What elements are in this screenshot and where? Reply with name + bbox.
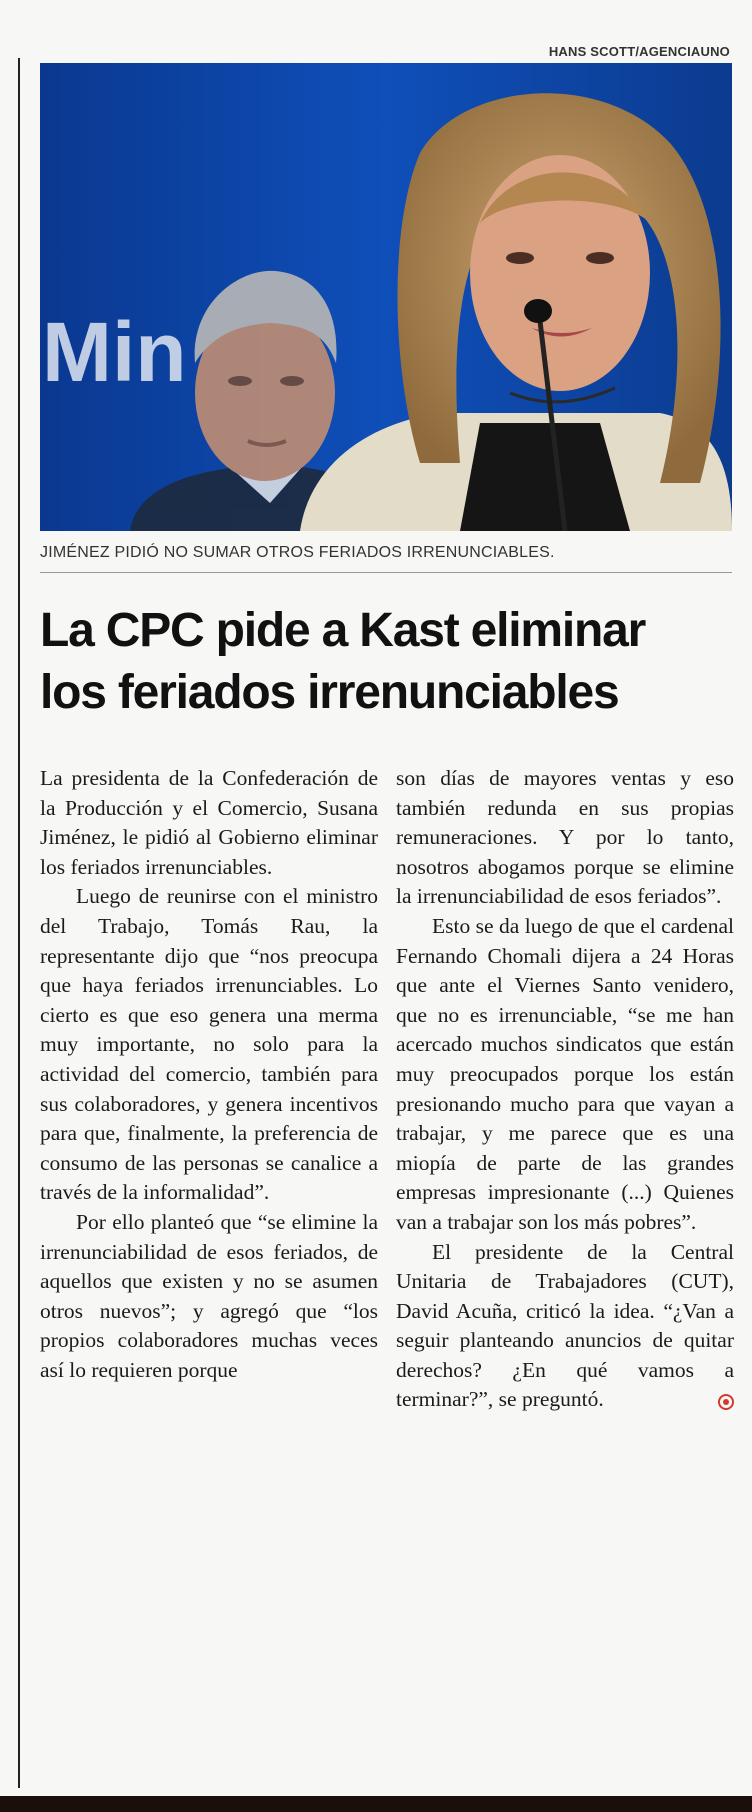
headline-line-2: los feriados irrenunciables — [40, 666, 619, 719]
column-rule — [18, 58, 20, 1788]
paragraph — [396, 1238, 734, 1416]
photo-caption: JIMÉNEZ PIDIÓ NO SUMAR OTROS FERIADOS IRRENUNCIABLES. — [40, 544, 555, 561]
article-body — [40, 764, 734, 1415]
article-column-2 — [396, 764, 734, 1415]
article-column-1 — [40, 764, 378, 1415]
photo-illustration — [40, 63, 732, 531]
headline-line-1: La CPC pide a Kast eliminar — [40, 604, 646, 657]
paragraph-text: El presidente de la Central Unitaria de Trabajadores (CUT), David Acuña, criticó la idea. “¿Van a seguir planteando anuncios de quitar derechos? ¿En qué vamos a terminar?”, se preguntó. — [396, 1239, 734, 1412]
page-bottom-bar — [0, 1796, 752, 1812]
paragraph: Por ello planteó que “se elimine la irrenunciabilidad de esos feriados, de aquellos que existen y no se asumen otros nuevos”; y agregó que “los propios colaboradores muchas veces así lo requieren porque — [40, 1209, 378, 1382]
backdrop-sign-text: Min — [42, 305, 187, 399]
caption-divider — [40, 572, 732, 573]
paragraph: Luego de reunirse con el ministro del Trabajo, Tomás Rau, la representante dijo que “nos preocupa que haya feriados irrenunciables. Lo cierto es que eso genera una merma muy importante, no solo para la actividad del comercio, también para sus colaboradores, y genera incentivos para que, finalmente, la preferencia de consumo de las personas se canalice a través de la informalidad”. — [40, 884, 378, 1205]
article-photo — [40, 63, 732, 531]
paragraph: La presidenta de la Confederación de la Producción y el Comercio, Susana Jiménez, le pidió al Gobierno eliminar los feriados irrenunciables. — [40, 766, 378, 879]
article-headline — [40, 600, 740, 724]
end-of-article-circle-icon — [718, 1394, 734, 1410]
photo-credit: HANS SCOTT/AGENCIAUNO — [548, 44, 730, 59]
paragraph: Esto se da luego de que el cardenal Fernando Chomali dijera a 24 Horas que ante el Viernes Santo venidero, que no es irrenunciable, “se me han acercado muchos sindicatos que están muy preocupados porque los están presionando mucho para que vayan a trabajar, y me parece que es una miopía de parte de las grandes empresas impresionante (...) Quienes van a trabajar son los más pobres”. — [396, 913, 734, 1234]
paragraph: son días de mayores ventas y eso también redunda en sus propias remuneraciones. Y por lo tanto, nosotros abogamos porque se elimine la irrenunciabilidad de esos feriados”. — [396, 766, 734, 909]
